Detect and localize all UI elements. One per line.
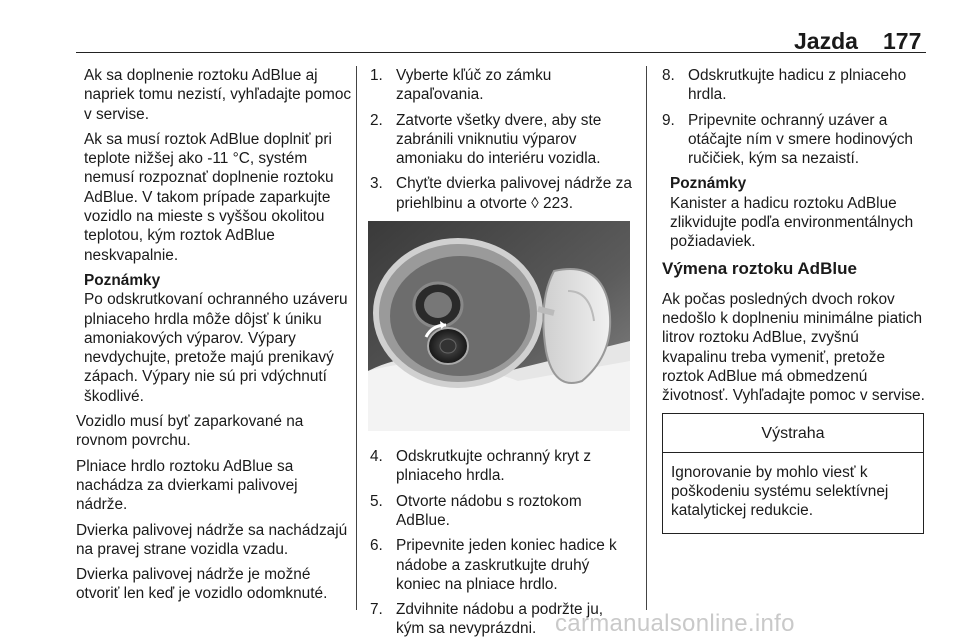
header-rule (76, 52, 926, 53)
step-item: 5. Otvorte nádobu s roztokom AdBlue. (370, 492, 582, 529)
step-item: 4. Odskrutkujte ochranný kryt z plniaceho hrdla. (370, 448, 592, 485)
note-text: Po odskrutkovaní ochranného uzáveru plniaceho hrdla môže dôjsť k úniku amoniakových výparov. Výpary nevdychujte, pretože majú prenikavý zápach. Výpary nie sú pri vdýchnutí škodlivé. (84, 291, 348, 405)
step-item: 6. Pripevnite jeden koniec hadice k nádobe a zaskrutkujte druhý koniec na plniace hrdlo. (370, 537, 617, 593)
steps-list-a (370, 66, 632, 213)
step-item: 8. Odskrutkujte hadicu z plniaceho hrdla. (662, 67, 907, 104)
step-item: 7. Zdvihnite nádobu a podržte ju, kým sa nevyprázdni. (370, 601, 604, 638)
fuel-door-illustration (368, 221, 630, 431)
note-title: Poznámky (84, 271, 161, 289)
note-title: Poznámky (670, 175, 747, 193)
indented-block (76, 66, 352, 406)
column-divider-2 (646, 66, 647, 610)
warning-title: Výstraha (663, 414, 923, 452)
paragraph-level-surface: Vozidlo musí byť zaparkované na rovnom povrchu. (76, 413, 304, 450)
section-text: Ak počas posledných dvoch rokov nedošlo k doplneniu minimálne piatich litrov roztoku AdBlue, zvyšnú kvapalinu treba vymeniť, pretože roztok AdBlue má obmedzenú životnosť. Vyhľadajte pomoc v servise. (662, 290, 925, 405)
step-item: 1. Vyberte kľúč zo zámku zapaľovania. (370, 67, 552, 104)
intro-paragraph-2: Ak sa musí roztok AdBlue doplniť pri teplote nižšej ako -11 °C, systém nemusí rozpoznať doplnenie roztoku AdBlue. V takom prípade zaparkujte vozidlo na mieste s vyššou okolitou teplotou, kým roztok AdBlue neskvapalnie. (84, 130, 334, 264)
watermark: carmanualsonline.info (555, 610, 795, 637)
step-item: 2. Zatvorte všetky dvere, aby ste zabránili vniknutiu výparov amoniaku do interiéru vozidla. (370, 111, 602, 168)
page-number: 177 (883, 28, 922, 54)
paragraph-door-location: Dvierka palivovej nádrže sa nachádzajú na pravej strane vozidla vzadu. (76, 521, 348, 558)
fuel-door-photo (368, 221, 630, 431)
page-header (0, 24, 960, 56)
intro-paragraph-1: Ak sa doplnenie roztoku AdBlue aj napriek tomu nezistí, vyhľadajte pomoc v servise. (84, 67, 352, 123)
steps-list-c (662, 66, 926, 168)
step-item: 3. Chyťte dvierka palivovej nádrže za priehlbinu a otvorte ◊ 223. (370, 175, 632, 212)
note-text: Kanister a hadicu roztoku AdBlue zlikvidujte podľa environmentálnych požiadaviek. (670, 194, 914, 251)
warning-box (662, 413, 924, 533)
paragraph-filler-location: Plniace hrdlo roztoku AdBlue sa nachádza za dvierkami palivovej nádrže. (76, 457, 298, 514)
note-block (662, 174, 926, 251)
column-2 (370, 66, 632, 642)
paragraph-door-unlock: Dvierka palivovej nádrže je možné otvoriť len keď je vozidlo odomknuté. (76, 566, 328, 603)
step-item: 9. Pripevnite ochranný uzáver a otáčajte ním v smere hodinových ručičiek, kým sa nezaistí. (662, 111, 913, 168)
warning-text: Ignorovanie by mohlo viesť k poškodeniu systému selektívnej katalytickej redukcie. (671, 463, 889, 520)
column-divider-1 (356, 66, 357, 610)
header-section-title: Jazda (794, 28, 858, 54)
column-1 (76, 66, 352, 610)
column-3 (662, 66, 926, 534)
section-title: Výmena roztoku AdBlue (662, 258, 857, 278)
